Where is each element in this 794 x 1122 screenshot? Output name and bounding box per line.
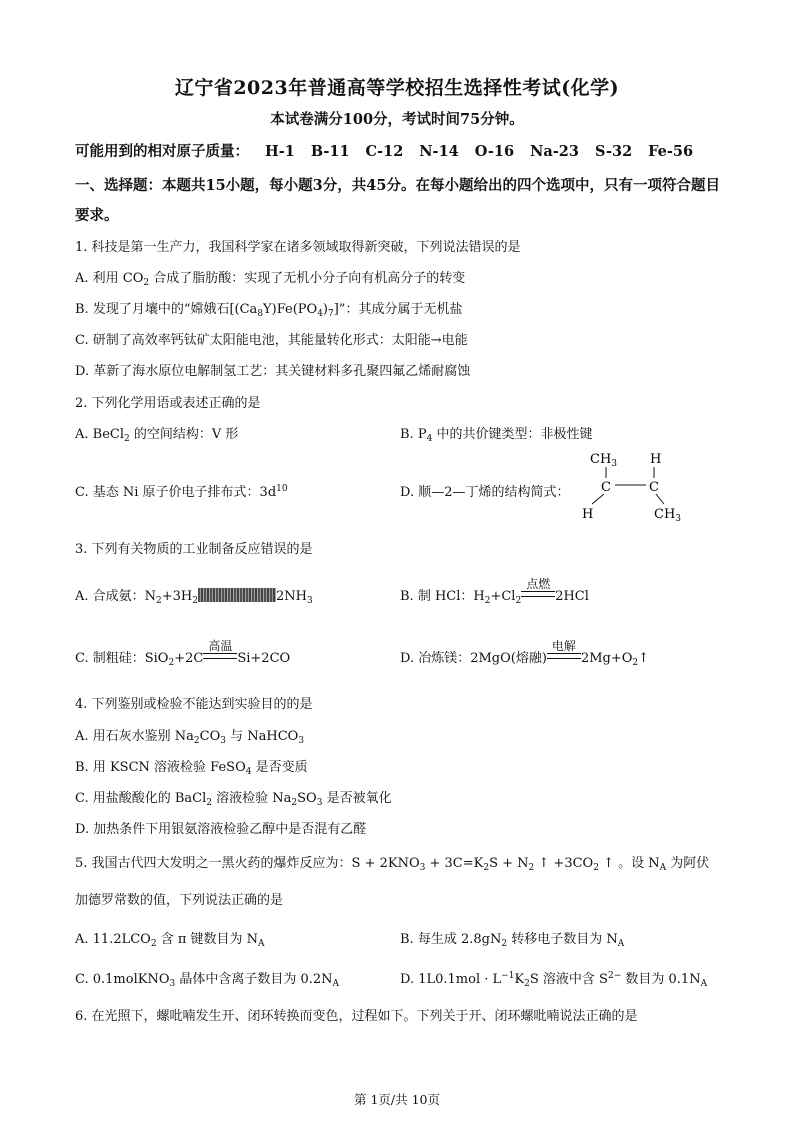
question-5-option-c: C. 0.1molKNO$_3$ 晶体中含离子数目为 $0.2N_A$	[75, 972, 340, 989]
question-2-option-a: A. BeCl$_2$ 的空间结构：V 形	[75, 427, 239, 444]
cis-2-butene-structure	[568, 450, 688, 525]
reaction-condition: 电解	[547, 651, 581, 666]
atom-mass: Na-23	[530, 143, 579, 160]
struct-bond	[656, 494, 664, 504]
question-1-option-a: A. 利用 $CO_2$ 合成了脂肪酸：实现了无机小分子向有机高分子的转变	[75, 271, 466, 288]
struct-ch3-top: $CH_3$	[590, 452, 618, 469]
struct-bond	[592, 494, 604, 504]
struct-ch3-bottom: $CH_3$	[654, 507, 682, 524]
question-3-option-d: D. 冶炼镁：2MgO(熔融) 电解 $2Mg+O_2↑$	[400, 639, 650, 668]
question-1-option-d: D. 革新了海水原位电解制氢工艺：其关键材料多孔聚四氟乙烯耐腐蚀	[75, 364, 471, 379]
page-number: 第 1页/共 10页	[353, 1092, 441, 1107]
section-heading: 一、选择题：本题共15小题，每小题3分，共45分。在每小题给出的四个选项中，只有一项符合题目要求。	[75, 177, 720, 224]
atom-mass: Fe-56	[648, 143, 694, 160]
atom-mass: C-12	[365, 143, 404, 160]
atom-mass: S-32	[594, 143, 633, 160]
atom-mass: B-11	[310, 143, 350, 160]
reaction-condition: 高温	[203, 651, 237, 666]
question-2-option-c: C. 基态 Ni 原子价电子排布式：$3d^{10}$	[75, 484, 288, 500]
page-title: 辽宁省2023年普通高等学校招生选择性考试(化学)	[174, 77, 620, 99]
struct-h-top: H	[650, 452, 662, 467]
question-3-option-b: B. 制 HCl：$H_2+Cl_2$ 点燃 2HCl	[400, 577, 589, 606]
question-6-stem: 6. 在光照下，螺吡喃发生开、闭环转换而变色，过程如下。下列关于开、闭环螺吡喃说法正确的是	[75, 1009, 638, 1024]
question-4-stem: 4. 下列鉴别或检验不能达到实验目的的是	[75, 697, 313, 712]
question-5-option-b: B. 每生成 $2.8gN_2$ 转移电子数目为 $N_A$	[400, 932, 625, 949]
question-5-stem-line-1: 5. 我国古代四大发明之一黑火药的爆炸反应为：$S + 2KNO_3 + 3C=K_2S + N_2$ ↑ $+3CO_2$ ↑ 。设 $N_A$ 为阿伏	[75, 856, 710, 873]
question-1-stem: 1. 科技是第一生产力，我国科学家在诸多领域取得新突破，下列说法错误的是	[75, 240, 521, 255]
question-5-option-a: A. $11.2LCO_2$ 含 π 键数目为 $N_A$	[75, 932, 265, 949]
question-1-option-c: C. 研制了高效率钙钛矿太阳能电池，其能量转化形式：太阳能→电能	[75, 333, 468, 348]
illegible-condition	[198, 588, 276, 602]
struct-c-left: C	[601, 480, 611, 495]
question-3-option-a: A. 合成氨：$N_2+3H_2$ $2NH_3$	[75, 589, 313, 606]
atomic-masses-label: 可能用到的相对原子质量：	[75, 143, 249, 160]
reaction-condition: 点燃	[521, 589, 555, 604]
struct-c-right: C	[649, 480, 659, 495]
question-3-option-c: C. 制粗硅：SiO$_2$+2C 高温 Si+2CO	[75, 639, 291, 668]
question-2-option-d: D. 顺—2—丁烯的结构简式：	[400, 485, 570, 500]
question-4-option-b: B. 用 KSCN 溶液检验 FeSO$_4$ 是否变质	[75, 760, 308, 777]
question-3-stem: 3. 下列有关物质的工业制备反应错误的是	[75, 542, 313, 557]
atom-mass: N-14	[419, 143, 459, 160]
exam-info: 本试卷满分100分，考试时间75分钟。	[270, 111, 524, 128]
atom-mass: H-1	[265, 143, 295, 160]
question-5-stem-line-2: 加德罗常数的值，下列说法正确的是	[75, 893, 284, 908]
question-4-option-c: C. 用盐酸酸化的 BaCl$_2$ 溶液检验 $Na_2SO_3$ 是否被氧化	[75, 791, 392, 808]
struct-h-bottom: H	[582, 507, 594, 522]
atomic-masses	[75, 140, 693, 161]
question-2-stem: 2. 下列化学用语或表述正确的是	[75, 396, 261, 411]
question-4-option-a: A. 用石灰水鉴别 $Na_2CO_3$ 与 NaHCO$_3$	[75, 729, 305, 746]
question-4-option-d: D. 加热条件下用银氨溶液检验乙醇中是否混有乙醛	[75, 822, 367, 837]
atom-mass: O-16	[474, 143, 515, 160]
question-2-option-b: B. $P_4$ 中的共价键类型：非极性键	[400, 427, 593, 444]
question-5-option-d: D. $1L0.1mol \cdot L^{-1}K_2S$ 溶液中含 $S^{2-}$ 数目为 $0.1N_A$	[400, 971, 708, 989]
question-1-option-b: B. 发现了月壤中的“嫦娥石$[(Ca_8Y)Fe(PO_4)_7]$”：其成分属于无机盐	[75, 302, 463, 319]
